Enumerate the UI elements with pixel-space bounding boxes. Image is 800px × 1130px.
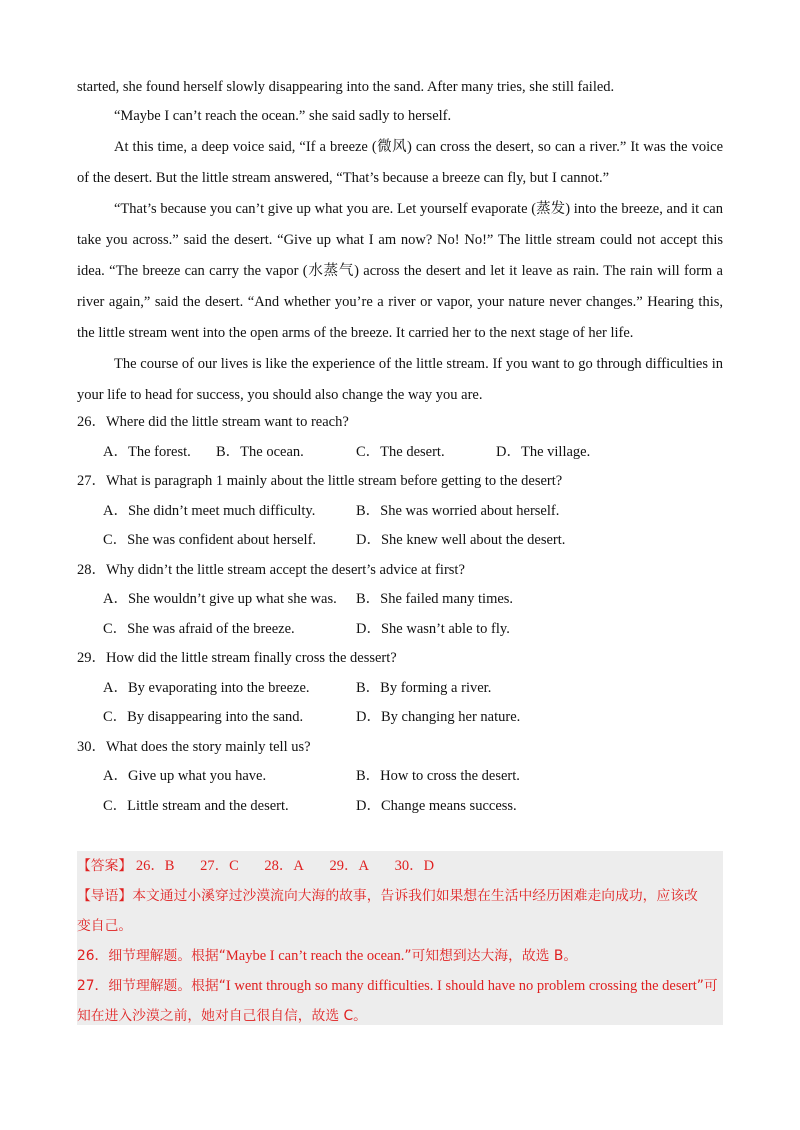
options-row bbox=[77, 615, 723, 645]
option-a: A．Give up what you have. bbox=[103, 768, 267, 784]
answer-item: 28．A bbox=[264, 858, 304, 874]
explanation-27-line-2: 知在进入沙漠之前，她对自己很自信，故选 C。 bbox=[77, 1008, 367, 1024]
options-row bbox=[77, 585, 723, 615]
options-row bbox=[77, 762, 723, 792]
options-row bbox=[77, 526, 723, 556]
explanation-suffix: ”可知想到达大海，故选 B。 bbox=[404, 948, 578, 964]
option-b: B．By forming a river. bbox=[356, 679, 492, 696]
option-d: D．She knew well about the desert. bbox=[356, 532, 566, 548]
guide-line-2: 变自己。 bbox=[77, 918, 133, 934]
question-30 bbox=[77, 733, 723, 822]
guide-label: 【导语】 bbox=[77, 888, 133, 904]
options-row bbox=[77, 703, 723, 733]
option-c: C．Little stream and the desert. bbox=[103, 797, 289, 814]
question-27 bbox=[77, 467, 723, 556]
guide-line bbox=[77, 884, 698, 904]
options-row bbox=[77, 497, 723, 527]
explanation-quote: I went through so many difficulties. I should have no problem crossing the desert bbox=[225, 978, 697, 994]
option-a: A．She wouldn’t give up what she was. bbox=[103, 591, 337, 607]
question-stem: 28．Why didn’t the little stream accept the desert’s advice at first? bbox=[77, 561, 465, 578]
explanation-prefix: 26．细节理解题。根据“ bbox=[77, 948, 226, 964]
answer-item: 27．C bbox=[200, 858, 239, 874]
option-c: C．She was afraid of the breeze. bbox=[103, 620, 295, 637]
question-29 bbox=[77, 644, 723, 733]
question-list bbox=[77, 408, 723, 821]
option-c: C．She was confident about herself. bbox=[103, 532, 317, 548]
options-row bbox=[77, 438, 723, 468]
option-b: B．The ocean. bbox=[216, 443, 304, 460]
explanation-suffix: ”可 bbox=[696, 978, 718, 994]
question-stem: 26．Where did the little stream want to reach? bbox=[77, 414, 349, 430]
explanation-prefix: 27．细节理解题。根据“ bbox=[77, 978, 226, 994]
passage-paragraph: The course of our lives is like the experience of the little stream. If you want to go through difficulties in your life to head for success, you should also change the way you are. bbox=[77, 356, 723, 403]
option-c: C．The desert. bbox=[356, 443, 445, 460]
option-a: A．By evaporating into the breeze. bbox=[103, 679, 310, 696]
question-28 bbox=[77, 556, 723, 645]
option-c: C．By disappearing into the sand. bbox=[103, 709, 304, 725]
guide-text: 本文通过小溪穿过沙漠流向大海的故事，告诉我们如果想在生活中经历困难走向成功，应该改 bbox=[132, 888, 698, 904]
explanation-27 bbox=[77, 974, 718, 995]
question-stem: 30．What does the story mainly tell us? bbox=[77, 738, 311, 755]
passage-paragraph: At this time, a deep voice said, “If a breeze (微风) can cross the desert, so can a river.” It was the voice of the desert. But the little stream answered, “That’s because a breeze can fly, but I cannot.” bbox=[77, 139, 723, 186]
reading-passage bbox=[77, 74, 723, 411]
explanation-quote: Maybe I can’t reach the ocean. bbox=[225, 948, 405, 964]
options-row bbox=[77, 674, 723, 704]
passage-paragraph: “Maybe I can’t reach the ocean.” she said sadly to herself. bbox=[114, 108, 452, 124]
explanation-26 bbox=[77, 944, 577, 965]
passage-paragraph: started, she found herself slowly disappearing into the sand. After many tries, she still failed. bbox=[77, 79, 615, 95]
answer-label: 【答案】 bbox=[77, 858, 133, 874]
option-d: D．The village. bbox=[496, 443, 591, 460]
question-26 bbox=[77, 408, 723, 467]
question-stem: 29．How did the little stream finally cross the dessert? bbox=[77, 650, 397, 666]
option-b: B．How to cross the desert. bbox=[356, 768, 520, 784]
options-row bbox=[77, 792, 723, 822]
option-a: A．She didn’t meet much difficulty. bbox=[103, 502, 316, 519]
answer-item: 26．B bbox=[135, 858, 175, 874]
option-b: B．She failed many times. bbox=[356, 591, 514, 607]
answer-explanation-box bbox=[77, 851, 723, 1025]
answer-key-line bbox=[77, 854, 456, 875]
answer-item: 30．D bbox=[394, 858, 435, 874]
option-a: A．The forest. bbox=[103, 443, 191, 460]
option-b: B．She was worried about herself. bbox=[356, 502, 560, 519]
option-d: D．She wasn’t able to fly. bbox=[356, 620, 510, 637]
question-stem: 27．What is paragraph 1 mainly about the little stream before getting to the desert? bbox=[77, 473, 563, 489]
option-d: D．Change means success. bbox=[356, 797, 517, 814]
option-d: D．By changing her nature. bbox=[356, 709, 521, 725]
passage-paragraph: “That’s because you can’t give up what you are. Let yourself evaporate (蒸发) into the breeze, and it can take you across.” said the desert. “Give up what I am now? No! No!” The little stream could not accept this idea. “The breeze can carry the vapor (水蒸气) across the desert and let it leave as rain. The rain will form a river again,” said the desert. “And whether you’re a river or vapor, your nature never changes.” Hearing this, the little stream went into the open arms of the breeze. It carried her to the next stage of her life. bbox=[77, 201, 723, 341]
answer-item: 29．A bbox=[329, 858, 369, 874]
